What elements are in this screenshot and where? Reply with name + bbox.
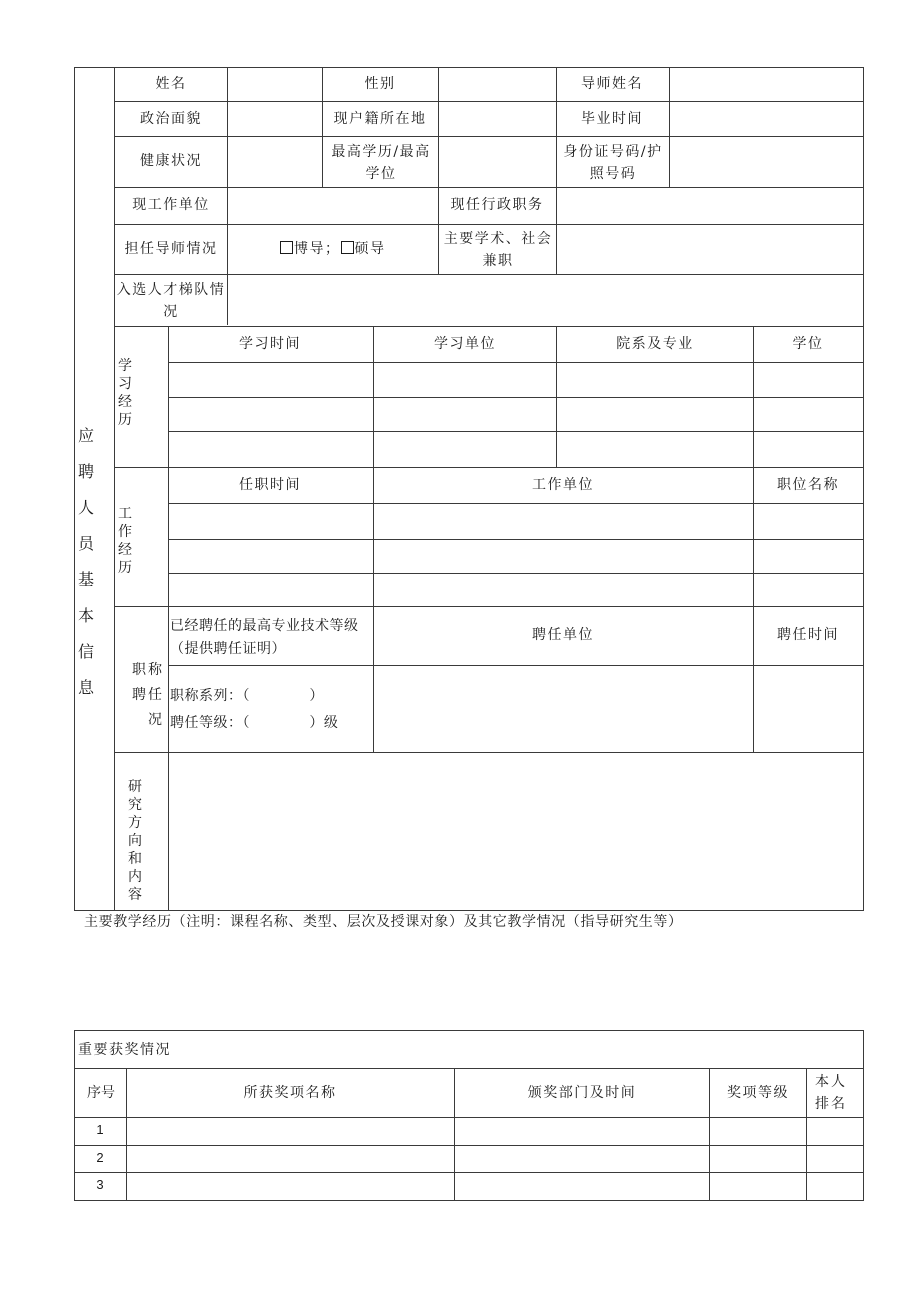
award-rank-input[interactable] xyxy=(807,1173,863,1200)
hiring-time-input[interactable] xyxy=(754,666,863,752)
advisor-name-input[interactable] xyxy=(670,68,863,101)
award-issuer-input[interactable] xyxy=(455,1118,709,1145)
study-history-label: 学习经历 xyxy=(118,358,132,428)
research-label: 研究方向和内容 xyxy=(128,779,142,903)
gender-label: 性别 xyxy=(364,76,396,92)
award-rank-input[interactable] xyxy=(807,1146,863,1172)
admin-post-label: 现任行政职务 xyxy=(450,197,544,213)
academic-post-input[interactable] xyxy=(557,225,863,274)
work-header-unit: 工作单位 xyxy=(532,477,594,493)
awards-header-index: 序号 xyxy=(87,1085,115,1101)
political-status-label: 政治面貌 xyxy=(140,111,202,127)
advisor-name-label: 导师姓名 xyxy=(581,76,643,92)
hiring-unit-header: 聘任单位 xyxy=(532,627,594,643)
award-name-input[interactable] xyxy=(127,1118,454,1145)
study-header-time: 学习时间 xyxy=(239,336,301,352)
award-rank-input[interactable] xyxy=(807,1118,863,1145)
work-unit-label: 现工作单位 xyxy=(132,197,210,213)
study-header-major: 院系及专业 xyxy=(616,336,694,352)
work-unit-input[interactable] xyxy=(228,188,438,224)
awards-header-name: 所获奖项名称 xyxy=(243,1085,337,1101)
admin-post-input[interactable] xyxy=(557,188,863,224)
award-name-input[interactable] xyxy=(127,1173,454,1200)
title-grade-field[interactable]: 聘任等级：（ ）级 xyxy=(170,715,339,731)
graduation-time-label: 毕业时间 xyxy=(581,111,643,127)
work-header-time: 任职时间 xyxy=(239,477,301,493)
section-basic-info-label: 应聘人员基本信息 xyxy=(78,426,107,697)
hukou-label: 现户籍所在地 xyxy=(333,111,427,127)
hiring-unit-input[interactable] xyxy=(374,666,753,752)
master-option-label: 硕导 xyxy=(354,241,386,257)
proof-note: （提供聘任证明） xyxy=(170,641,286,657)
awards-row-index: 2 xyxy=(96,1150,104,1165)
hukou-input[interactable] xyxy=(439,102,556,136)
award-level-input[interactable] xyxy=(710,1118,806,1145)
phd-option-label: 博导； xyxy=(294,241,341,257)
academic-post-label: 主要学术、社会兼职 xyxy=(443,231,553,269)
highest-level-label: 已经聘任的最高专业技术等级 xyxy=(170,618,359,634)
award-level-input[interactable] xyxy=(710,1146,806,1172)
work-header-position: 职位名称 xyxy=(777,477,839,493)
id-number-input[interactable] xyxy=(670,137,863,187)
title-appointment-label: 职称聘任况 xyxy=(132,662,164,728)
education-input[interactable] xyxy=(439,137,556,187)
graduation-time-input[interactable] xyxy=(670,102,863,136)
health-input[interactable] xyxy=(228,137,322,187)
work-history-label: 工作经历 xyxy=(118,506,132,576)
research-content-input[interactable] xyxy=(169,753,863,910)
talent-team-label: 入选人才梯队情况 xyxy=(116,282,226,320)
education-label: 最高学历/最高学位 xyxy=(331,144,431,182)
phd-supervisor-checkbox[interactable] xyxy=(280,241,293,254)
hiring-time-header: 聘任时间 xyxy=(777,627,839,643)
id-number-label: 身份证号码/护照号码 xyxy=(563,144,663,182)
award-issuer-input[interactable] xyxy=(455,1146,709,1172)
awards-header-level: 奖项等级 xyxy=(727,1085,789,1101)
awards-row-index: 3 xyxy=(96,1177,104,1192)
name-label: 姓名 xyxy=(155,76,187,92)
study-header-degree: 学位 xyxy=(792,336,824,352)
awards-header-rank: 本人排名 xyxy=(815,1074,847,1112)
awards-header-issuer: 颁奖部门及时间 xyxy=(527,1085,637,1101)
title-series-field[interactable]: 职称系列：（ ） xyxy=(170,688,324,704)
award-issuer-input[interactable] xyxy=(455,1173,709,1200)
master-supervisor-checkbox[interactable] xyxy=(341,241,354,254)
health-label: 健康状况 xyxy=(140,153,202,169)
award-name-input[interactable] xyxy=(127,1146,454,1172)
gender-input[interactable] xyxy=(439,68,556,101)
award-level-input[interactable] xyxy=(710,1173,806,1200)
talent-team-input[interactable] xyxy=(228,275,863,326)
awards-row-index: 1 xyxy=(96,1122,104,1137)
name-input[interactable] xyxy=(228,68,322,101)
study-header-institution: 学习单位 xyxy=(434,336,496,352)
teaching-experience-note: 主要教学经历（注明：课程名称、类型、层次及授课对象）及其它教学情况（指导研究生等） xyxy=(84,914,683,930)
political-status-input[interactable] xyxy=(228,102,322,136)
supervisor-label: 担任导师情况 xyxy=(124,241,218,257)
awards-title: 重要获奖情况 xyxy=(78,1042,171,1058)
supervisor-options xyxy=(280,238,386,260)
